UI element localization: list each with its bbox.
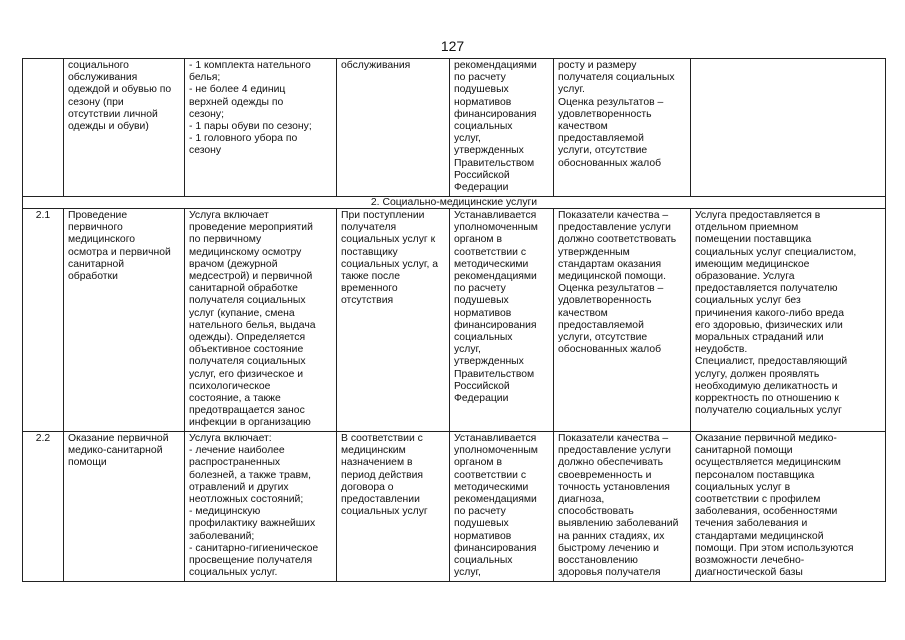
section-title: 2. Социально-медицинские услуги: [23, 197, 886, 209]
table-row: [23, 59, 886, 197]
service-name: социального обслуживания одеждой и обувью по сезону (при отсутствии личной одежды и обуви): [64, 59, 185, 197]
service-content: Услуга включает проведение мероприятий по первичному медицинскому осмотру врачом (дежурной медсестрой) и первичной санитарной обработке получателя социальных услуг (купание, смена нательного белья, выдача одежды). Определяется объективное состояние получателя социальных услуг, его физическое и психологическое состояние, а также предотвращается занос инфекции в организацию: [185, 209, 337, 432]
table-row: [23, 209, 886, 432]
service-name: Проведение первичного медицинского осмотра и первичной санитарной обработки: [64, 209, 185, 432]
service-content: Услуга включает: - лечение наиболее распространенных болезней, а также травм, отравлений и других неотложных состояний; - медицинскую профилактику важнейших заболеваний; - санитарно-гигиеническое просвещение получателя социальных услуг.: [185, 432, 337, 582]
service-term: обслуживания: [337, 59, 450, 197]
service-quality: росту и размеру получателя социальных услуг. Оценка результатов – удовлетворенность качеством предоставляемой услуги, отсутствие обоснованных жалоб: [554, 59, 691, 197]
service-name: Оказание первичной медико-санитарной помощи: [64, 432, 185, 582]
service-norms: рекомендациями по расчету подушевых нормативов финансирования социальных услуг, утвержденных Правительством Российской Федерации: [450, 59, 554, 197]
service-conditions: [691, 59, 886, 197]
service-norms: Устанавливается уполномоченным органом в соответствии с методическими рекомендациями по расчету подушевых нормативов финансирования социальных услуг,: [450, 432, 554, 582]
section-header-row: [23, 197, 886, 209]
services-table: [22, 58, 886, 582]
service-quality: Показатели качества – предоставление услуги должно соответствовать утвержденным стандартам оказания медицинской помощи. Оценка результатов – удовлетворенность качеством предоставляемой услуги, отсутствие обоснованных жалоб: [554, 209, 691, 432]
row-number: [23, 59, 64, 197]
service-quality: Показатели качества – предоставление услуги должно обеспечивать своевременность и точность установления диагноза, способствовать выявлению заболеваний на ранних стадиях, их быстрому лечению и восстановлению здоровья получателя: [554, 432, 691, 582]
page-number: 127: [440, 38, 465, 54]
service-term: В соответствии с медицинским назначением в период действия договора о предоставлении социальных услуг: [337, 432, 450, 582]
row-number: 2.1: [23, 209, 64, 432]
service-conditions: Услуга предоставляется в отдельном приемном помещении поставщика социальных услуг специалистом, имеющим медицинское образование. Услуга предоставляется получателю социальных услуг без причинения какого-либо вреда его здоровью, физических или моральных страданий или неудобств. Специалист, предоставляющий услугу, должен проявлять необходимую деликатность и корректность по отношению к получателю социальных услуг: [691, 209, 886, 432]
service-norms: Устанавливается уполномоченным органом в соответствии с методическими рекомендациями по расчету подушевых нормативов финансирования социальных услуг, утвержденных Правительством Российской Федерации: [450, 209, 554, 432]
service-conditions: Оказание первичной медико- санитарной помощи осуществляется медицинским персоналом поставщика социальных услуг в соответствии с профилем заболевания, особенностями течения заболевания и стандартами медицинской помощи. При этом используются возможности лечебно- диагностической базы: [691, 432, 886, 582]
table-row: [23, 432, 886, 582]
row-number: 2.2: [23, 432, 64, 582]
service-term: При поступлении получателя социальных услуг к поставщику социальных услуг, а также после временного отсутствия: [337, 209, 450, 432]
service-content: - 1 комплекта нательного белья; - не более 4 единиц верхней одежды по сезону; - 1 пары обуви по сезону; - 1 головного убора по сезону: [185, 59, 337, 197]
